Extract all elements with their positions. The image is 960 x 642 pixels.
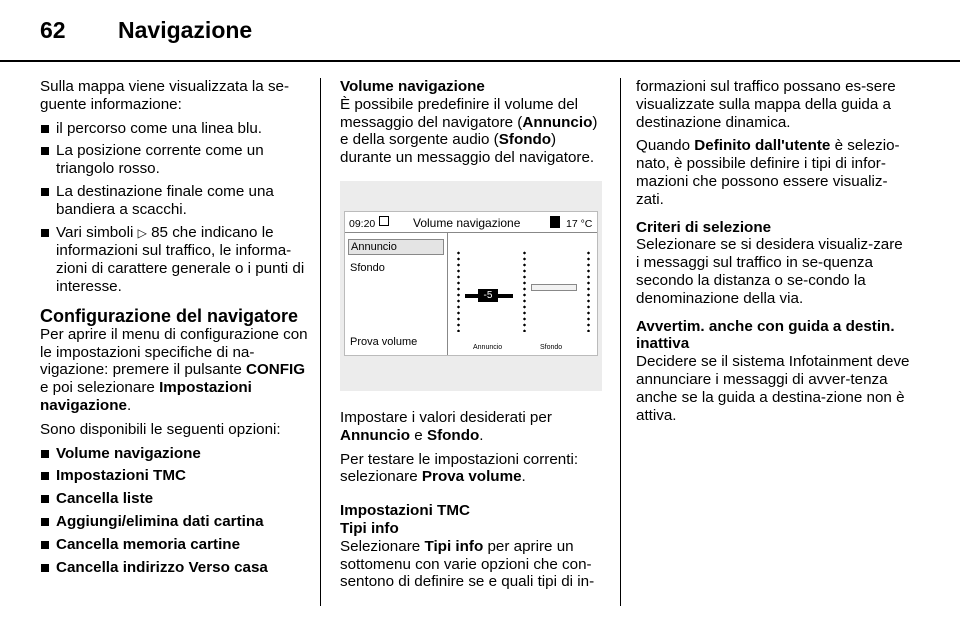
setting-label: Impostazioni navigazione [40,379,252,414]
text: Selezionare [340,537,421,555]
map-info-list [40,120,308,296]
clock-icon [379,216,389,226]
text: e [414,426,423,444]
clock: 09:20 [349,217,376,230]
header-rule [0,60,960,62]
thermometer-icon [550,216,560,228]
text: È possibile predefinire il volume del messaggio del navigatore ( [340,95,579,131]
text: ) e della sorgente audio ( [340,113,598,149]
page-title: Navigazione [118,17,253,43]
list-item: Volume navigazione [40,445,308,463]
text: Quando [636,137,691,155]
infotainment-screen [344,211,598,356]
list-item: La posizione corrente come un triangolo rosso. [40,142,308,178]
menu-item-annuncio[interactable]: Annuncio [348,239,444,255]
criteri-heading: Criteri di selezione [636,218,772,236]
page-ref-arrow-icon: ▷ [137,225,147,240]
temperature: 17 °C [566,217,593,230]
screen-menu [345,232,448,355]
tipi-info-paragraph [340,538,608,591]
section-title: Configurazione del navigatore [40,305,299,326]
list-item [40,224,308,296]
volume-paragraph [340,96,608,167]
text: . [126,396,132,414]
text: e poi selezionare [40,379,155,397]
config-paragraph [40,326,308,415]
tipi-info-heading: Tipi info [340,519,399,537]
scale-dots [457,250,460,332]
channel-label-annuncio: Annuncio [473,343,503,351]
list-item: Cancella liste [40,490,308,508]
list-item: Impostazioni TMC [40,467,308,485]
options-list [40,445,308,577]
list-item: Cancella memoria cartine [40,536,308,554]
test-paragraph [340,451,608,487]
volume-screen-figure [340,181,602,391]
intro-text: Sulla mappa viene visualizzata la se-guente informazione: [40,78,290,113]
annuncio-value: -5 [478,289,498,302]
page-number: 62 [40,17,66,43]
tmc-heading: Impostazioni TMC [340,502,470,520]
scale-dots [587,250,590,332]
annuncio-label: Annuncio [340,426,411,444]
text: . [521,468,526,486]
tipi-info-label: Tipi info [424,537,484,555]
list-item: Cancella indirizzo Verso casa [40,559,308,577]
text: Per testare le impostazioni correnti: selezionare [340,450,579,486]
list-item: il percorso come una linea blu. [40,120,308,138]
text: è selezio-nato, è possibile definire i tipi di infor-mazioni che possono essere visualiz-zati. [636,137,900,208]
volume-heading: Volume navigazione [340,78,485,95]
screen-title: Volume navigazione [413,215,521,230]
sfondo-label: Sfondo [426,426,480,444]
avvertim-heading: Avvertim. anche con guida a destin. inattiva [636,317,895,353]
set-values-paragraph [340,409,608,445]
text: Per aprire il menu di configurazione con le impostazioni specifiche di na-vigazione: premere il pulsante [40,325,308,379]
page-header [0,0,960,62]
list-item-text: Vari simboli [56,223,134,241]
column-divider-1 [320,78,321,606]
column-3 [636,78,910,430]
user-defined-paragraph [636,137,910,208]
column-2 [340,78,608,597]
options-intro: Sono disponibili le seguenti opzioni: [40,420,281,438]
prova-volume-label: Prova volume [421,468,522,486]
column-1 [40,78,308,582]
sfondo-label: Sfondo [498,131,552,149]
menu-item-prova-volume[interactable]: Prova volume [350,335,418,348]
list-item-text: 85 che indicano le informazioni sul traffico, le informa-zioni di carattere generale o i punti di interesse. [56,223,305,295]
avvertim-paragraph: Decidere se il sistema Infotainment deve annunciare i messaggi di avver-tenza anche se la guida a destina-zione non è attiva. [636,353,910,424]
column-divider-2 [620,78,621,606]
text: . [479,426,484,444]
list-item: Aggiungi/elimina dati cartina [40,513,308,531]
sfondo-level-bar[interactable] [531,284,577,291]
config-button-label: CONFIG [246,361,306,379]
text: per aprire un sottomenu con varie opzioni che con-sentono di definire se e quali tipi di in- [340,537,595,591]
scale-dots [523,250,526,332]
text: Impostare i valori desiderati per [340,408,552,426]
screen-status-bar [345,212,597,233]
user-defined-label: Definito dall'utente [694,137,831,155]
criteri-paragraph: Selezionare se si desidera visualiz-zare i messaggi sul traffico in se-quenza secondo la distanza o se-condo la denominazione della via. [636,236,903,307]
text: ) durante un messaggio del navigatore. [340,131,595,167]
channel-label-sfondo: Sfondo [540,343,563,351]
list-item: La destinazione finale come una bandiera a scacchi. [40,183,308,219]
traffic-info-paragraph: formazioni sul traffico possano es-sere visualizzate sulla mappa della guida a destinazione dinamica. [636,78,896,131]
annuncio-label: Annuncio [522,113,593,131]
menu-item-sfondo[interactable]: Sfondo [350,261,385,274]
